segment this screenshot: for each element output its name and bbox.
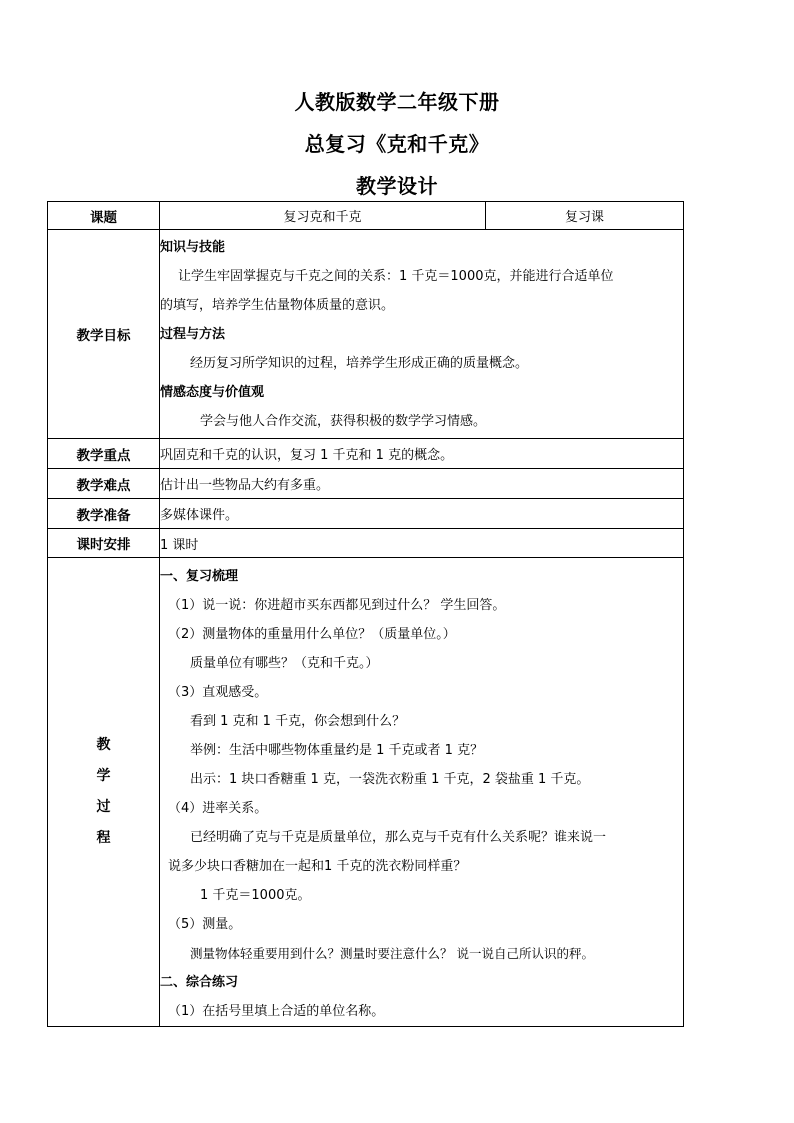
schedule-row: [48, 529, 684, 558]
process-step: （2）测量物体的重量用什么单位？（质量单位。）: [168, 627, 456, 642]
schedule-label: 课时安排: [48, 529, 160, 558]
difficulty-text: 估计出一些物品大约有多重。: [160, 469, 684, 499]
process-text: 质量单位有哪些？（克和千克。）: [190, 656, 379, 671]
key-point-text: 巩固克和千克的认识，复习 1 千克和 1 克的概念。: [160, 439, 684, 469]
preparation-text: 多媒体课件。: [160, 499, 684, 529]
process-label-char: 教: [96, 737, 111, 753]
process-row: [48, 558, 684, 1027]
objectives-label: 教学目标: [48, 230, 160, 439]
key-point-row: [48, 439, 684, 469]
objective-text-attitude: 学会与他人合作交流，获得积极的数学学习情感。: [200, 414, 487, 429]
topic-value: 复习克和千克: [160, 202, 486, 230]
document-title: 人教版数学二年级下册: [294, 90, 500, 114]
process-step: （4）进率关系。: [168, 801, 268, 816]
key-point-label: 教学重点: [48, 439, 160, 469]
process-text: 说多少块口香糖加在一起和1 千克的洗衣粉同样重？: [168, 859, 467, 874]
process-text: 出示：1 块口香糖重 1 克，一袋洗衣粉重 1 千克，2 袋盐重 1 千克。: [190, 772, 590, 787]
preparation-row: [48, 499, 684, 529]
schedule-text: 1 课时: [160, 529, 684, 558]
process-step: （3）直观感受。: [168, 685, 268, 700]
process-label: [48, 558, 160, 1027]
topic-row: [48, 202, 684, 230]
lesson-plan-table: [47, 201, 684, 1027]
process-section-heading: 一、复习梳理: [160, 569, 239, 584]
process-content: [160, 558, 684, 1027]
difficulty-label: 教学难点: [48, 469, 160, 499]
process-text: 测量物体轻重要用到什么？测量时要注意什么？ 说一说自己所认识的秤。: [190, 946, 594, 961]
objective-heading-attitude: 情感态度与价值观: [160, 385, 265, 400]
process-text: 已经明确了克与千克是质量单位，那么克与千克有什么关系呢？谁来说一: [190, 830, 607, 845]
preparation-label: 教学准备: [48, 499, 160, 529]
process-step: （5）测量。: [168, 917, 242, 932]
objectives-row: [48, 230, 684, 439]
document-subtitle: 总复习《克和千克》: [304, 132, 490, 156]
process-label-char: 学: [96, 768, 111, 784]
process-step: （1）说一说：你进超市买东西都见到过什么？ 学生回答。: [168, 598, 506, 613]
objective-text-process: 经历复习所学知识的过程，培养学生形成正确的质量概念。: [190, 356, 529, 371]
process-text: 1 千克＝1000克。: [200, 888, 311, 903]
objective-text-knowledge: 让学生牢固掌握克与千克之间的关系：1 千克＝1000克，并能进行合适单位: [178, 269, 614, 284]
topic-label: 课题: [48, 202, 160, 230]
objective-heading-process: 过程与方法: [160, 327, 226, 342]
process-step: （1）在括号里填上合适的单位名称。: [168, 1004, 385, 1019]
process-section-heading: 二、综合练习: [160, 975, 239, 990]
objectives-content: [160, 230, 684, 439]
objective-heading-knowledge: 知识与技能: [160, 240, 226, 255]
process-label-char: 过: [96, 799, 111, 815]
process-label-char: 程: [96, 830, 111, 846]
difficulty-row: [48, 469, 684, 499]
process-text: 看到 1 克和 1 千克，你会想到什么？: [190, 714, 406, 729]
lesson-type-value: 复习课: [486, 202, 684, 230]
document-heading: 教学设计: [356, 174, 438, 198]
process-text: 举例：生活中哪些物体重量约是 1 千克或者 1 克？: [190, 743, 484, 758]
objective-text-knowledge-cont: 的填写，培养学生估量物体质量的意识。: [160, 298, 395, 313]
